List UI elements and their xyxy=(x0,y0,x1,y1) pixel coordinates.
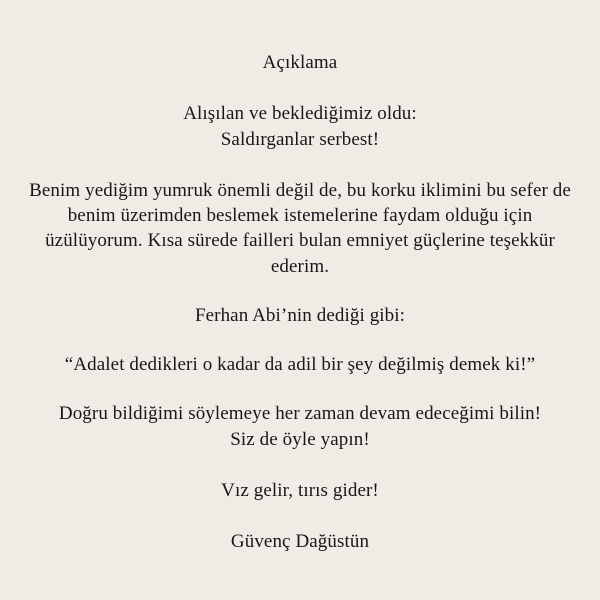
intro-line-1: Alışılan ve beklediğimiz oldu: xyxy=(183,103,417,125)
main-paragraph: Benim yediğim yumruk önemli değil de, bu korku iklimini bu sefer de benim üzerimden beslemek istemelerine faydam olduğu için üzülüyorum. Kısa sürede failleri bulan emniyet güçlerine teşekkür ederim. xyxy=(29,179,571,277)
promise-line-1: Doğru bildiğimi söylemeye her zaman devam edeceğimi bilin! xyxy=(58,403,542,425)
promise-line-2: Siz de öyle yapın! xyxy=(230,428,370,450)
page-title: Açıklama xyxy=(262,52,338,73)
signature-line: Güvenç Dağüstün xyxy=(230,531,370,553)
intro-line-2: Saldırganlar serbest! xyxy=(220,128,380,150)
promise-block xyxy=(22,401,578,452)
intro-block xyxy=(28,101,572,152)
quote-line: “Adalet dedikleri o kadar da adil bir şey değilmiş demek ki!” xyxy=(64,354,536,376)
attribution-line: Ferhan Abi’nin dediği gibi: xyxy=(194,304,406,326)
motto-line: Vız gelir, tırıs gider! xyxy=(221,479,379,501)
